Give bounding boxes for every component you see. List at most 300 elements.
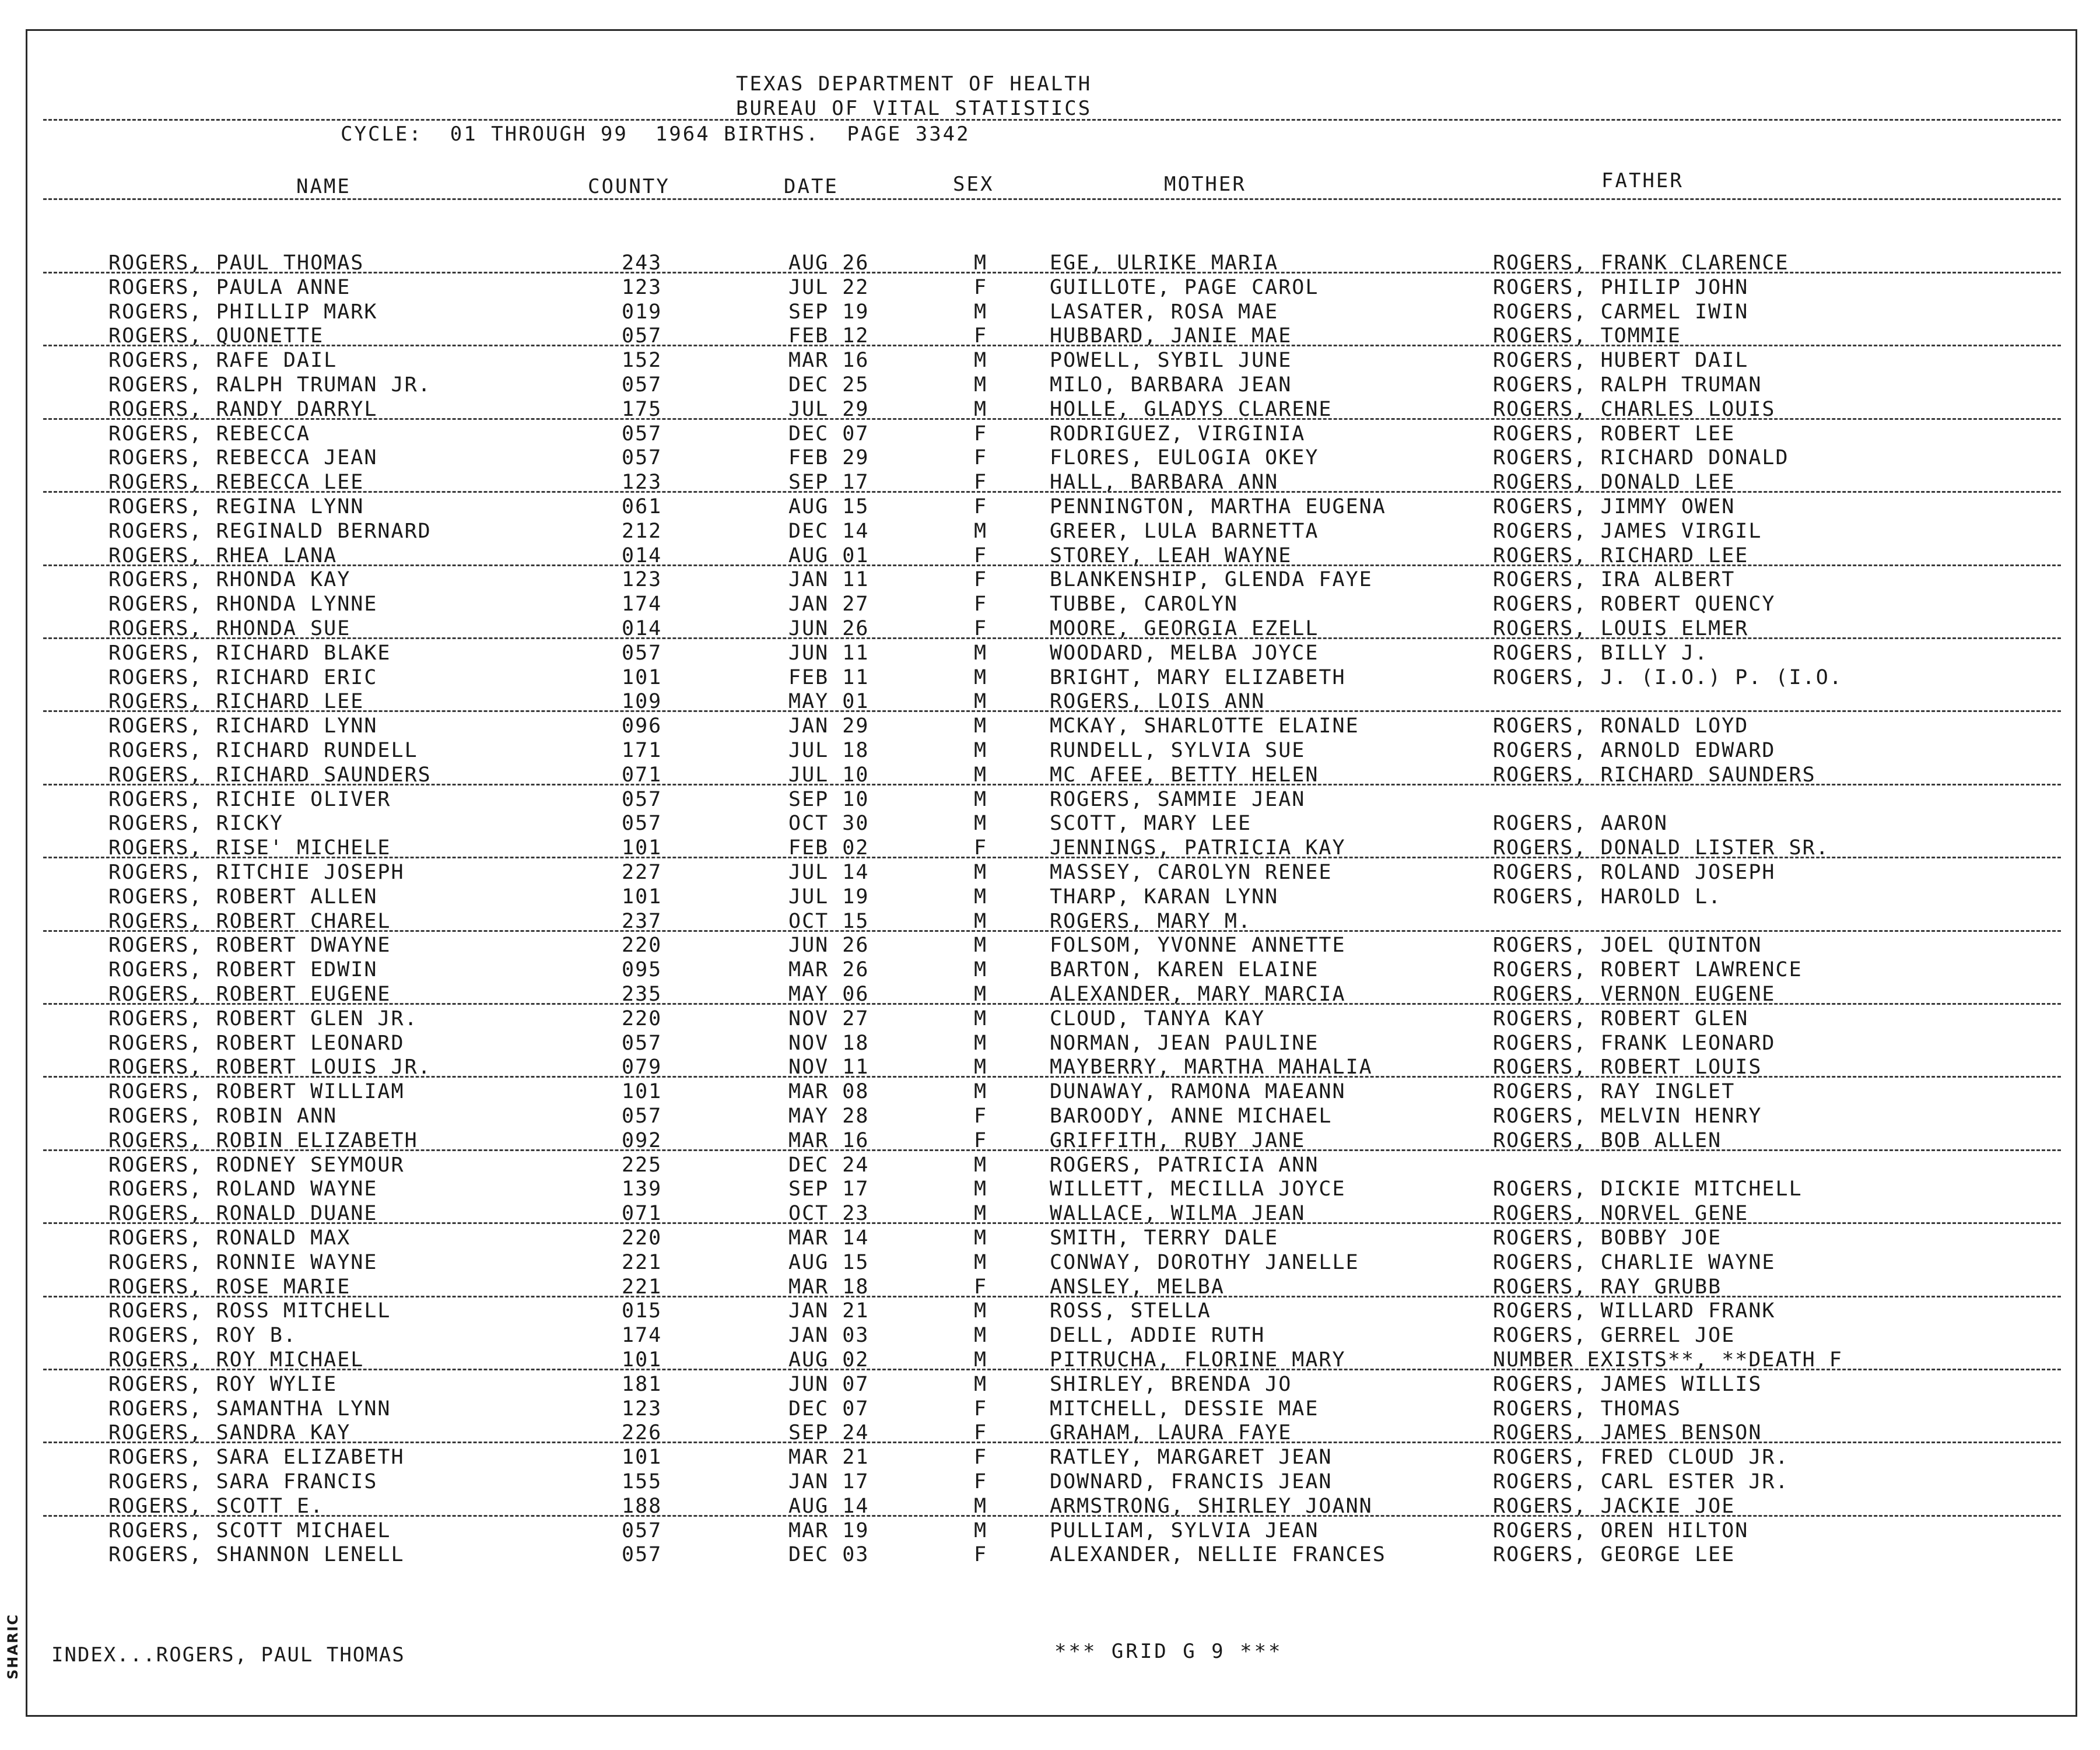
cell-sex: M bbox=[974, 861, 988, 884]
cell-name: ROGERS, RICKY bbox=[108, 812, 283, 836]
cell-date: AUG 14 bbox=[788, 1494, 870, 1518]
cell-county: 188 bbox=[622, 1494, 662, 1518]
cell-county: 061 bbox=[622, 495, 662, 518]
cell-sex: M bbox=[974, 690, 988, 714]
table-row bbox=[0, 1323, 2100, 1348]
cell-father: ROGERS, JOEL QUINTON bbox=[1493, 934, 1762, 958]
cell-date: DEC 14 bbox=[788, 519, 870, 543]
cell-mother: HUBBARD, JANIE MAE bbox=[1050, 324, 1292, 348]
cell-date: MAR 08 bbox=[788, 1080, 870, 1104]
table-row bbox=[0, 714, 2100, 738]
cell-sex: F bbox=[974, 471, 988, 495]
cell-father: ROGERS, NORVEL GENE bbox=[1493, 1202, 1749, 1226]
row-separator bbox=[43, 930, 2061, 932]
cell-county: 101 bbox=[622, 665, 662, 689]
cell-sex: M bbox=[974, 1348, 988, 1372]
table-row bbox=[0, 567, 2100, 592]
footer-index: INDEX...ROGERS, PAUL THOMAS bbox=[51, 1643, 405, 1667]
cell-county: 079 bbox=[622, 1055, 662, 1079]
table-row bbox=[0, 1079, 2100, 1104]
cell-name: ROGERS, SCOTT E. bbox=[108, 1494, 324, 1518]
cell-date: OCT 23 bbox=[788, 1202, 870, 1226]
cell-mother: PITRUCHA, FLORINE MARY bbox=[1050, 1348, 1346, 1372]
table-row bbox=[0, 1226, 2100, 1250]
cell-county: 123 bbox=[622, 471, 662, 495]
cell-date: JUN 07 bbox=[788, 1372, 870, 1396]
cell-county: 101 bbox=[622, 1080, 662, 1104]
cell-father: NUMBER EXISTS**, **DEATH F bbox=[1493, 1348, 1843, 1372]
cell-name: ROGERS, ROY WYLIE bbox=[108, 1372, 338, 1396]
cell-date: JUL 14 bbox=[788, 861, 870, 884]
cell-sex: M bbox=[974, 1006, 988, 1030]
cell-sex: M bbox=[974, 1055, 988, 1079]
cell-date: JUL 29 bbox=[788, 397, 870, 421]
col-header-date: DATE bbox=[784, 175, 839, 198]
cell-county: 101 bbox=[622, 1446, 662, 1470]
cell-county: 101 bbox=[622, 836, 662, 860]
cell-name: ROGERS, ROBERT EDWIN bbox=[108, 958, 378, 982]
cell-mother: ALEXANDER, NELLIE FRANCES bbox=[1050, 1543, 1386, 1567]
cell-name: ROGERS, PHILLIP MARK bbox=[108, 300, 378, 324]
cell-date: OCT 30 bbox=[788, 812, 870, 836]
cell-date: JUN 26 bbox=[788, 617, 870, 640]
cell-name: ROGERS, RITCHIE JOSEPH bbox=[108, 861, 405, 884]
cell-date: FEB 11 bbox=[788, 665, 870, 689]
row-separator bbox=[43, 1149, 2061, 1151]
cell-sex: M bbox=[974, 739, 988, 762]
cell-name: ROGERS, ROLAND WAYNE bbox=[108, 1177, 378, 1201]
table-row bbox=[0, 519, 2100, 543]
cell-county: 235 bbox=[622, 983, 662, 1006]
header-title: TEXAS DEPARTMENT OF HEALTH bbox=[736, 72, 1092, 96]
cell-sex: M bbox=[974, 1299, 988, 1323]
cell-date: FEB 02 bbox=[788, 836, 870, 860]
cell-father: ROGERS, JIMMY OWEN bbox=[1493, 495, 1736, 518]
cell-name: ROGERS, PAULA ANNE bbox=[108, 275, 351, 299]
row-separator bbox=[43, 564, 2061, 566]
cell-name: ROGERS, RICHARD SAUNDERS bbox=[108, 763, 432, 787]
cell-name: ROGERS, RICHARD LEE bbox=[108, 690, 364, 714]
cell-county: 057 bbox=[622, 373, 662, 397]
cell-date: DEC 07 bbox=[788, 422, 870, 446]
row-separator bbox=[43, 1222, 2061, 1224]
cell-sex: F bbox=[974, 1470, 988, 1493]
cell-name: ROGERS, REBECCA JEAN bbox=[108, 446, 378, 470]
cell-mother: BARTON, KAREN ELAINE bbox=[1050, 958, 1319, 982]
cell-sex: F bbox=[974, 568, 988, 592]
cell-county: 237 bbox=[622, 909, 662, 933]
cell-sex: F bbox=[974, 275, 988, 299]
cell-sex: M bbox=[974, 885, 988, 909]
cell-name: ROGERS, REBECCA LEE bbox=[108, 471, 364, 495]
table-row bbox=[0, 885, 2100, 909]
cell-date: SEP 17 bbox=[788, 471, 870, 495]
cell-sex: F bbox=[974, 495, 988, 518]
cell-father: ROGERS, JAMES VIRGIL bbox=[1493, 519, 1762, 543]
cell-date: DEC 07 bbox=[788, 1397, 870, 1421]
cell-name: ROGERS, RICHARD LYNN bbox=[108, 714, 378, 738]
cell-name: ROGERS, SAMANTHA LYNN bbox=[108, 1397, 391, 1421]
cell-date: MAR 19 bbox=[788, 1518, 870, 1542]
cell-date: SEP 17 bbox=[788, 1177, 870, 1201]
cell-sex: M bbox=[974, 1177, 988, 1201]
cell-county: 225 bbox=[622, 1153, 662, 1177]
cell-county: 221 bbox=[622, 1250, 662, 1274]
cell-father: ROGERS, GERREL JOE bbox=[1493, 1324, 1736, 1348]
cell-date: JUL 10 bbox=[788, 763, 870, 787]
table-row bbox=[0, 641, 2100, 665]
cell-sex: F bbox=[974, 1104, 988, 1128]
cell-date: DEC 25 bbox=[788, 373, 870, 397]
cell-name: ROGERS, RICHIE OLIVER bbox=[108, 787, 391, 811]
cell-name: ROGERS, RICHARD RUNDELL bbox=[108, 739, 418, 762]
row-separator bbox=[43, 418, 2061, 420]
cell-mother: RUNDELL, SYLVIA SUE bbox=[1050, 739, 1306, 762]
cell-father: ROGERS, BILLY J. bbox=[1493, 641, 1709, 665]
cell-county: 220 bbox=[622, 934, 662, 958]
cell-date: MAY 28 bbox=[788, 1104, 870, 1128]
col-header-sex: SEX bbox=[953, 173, 994, 196]
cell-father: ROGERS, VERNON EUGENE bbox=[1493, 983, 1776, 1006]
cell-father: ROGERS, BOBBY JOE bbox=[1493, 1226, 1722, 1250]
cell-name: ROGERS, ROBIN ANN bbox=[108, 1104, 338, 1128]
cell-father: ROGERS, BOB ALLEN bbox=[1493, 1128, 1722, 1152]
cell-sex: M bbox=[974, 1518, 988, 1542]
cell-sex: M bbox=[974, 251, 988, 275]
col-header-name: NAME bbox=[296, 175, 351, 198]
side-stamp: SHARIC bbox=[5, 1614, 21, 1679]
cell-county: 095 bbox=[622, 958, 662, 982]
cell-mother: JENNINGS, PATRICIA KAY bbox=[1050, 836, 1346, 860]
cell-father: ROGERS, RICHARD LEE bbox=[1493, 543, 1749, 567]
cell-sex: M bbox=[974, 665, 988, 689]
row-separator bbox=[43, 1003, 2061, 1005]
row-separator bbox=[43, 784, 2061, 785]
cell-father: ROGERS, CHARLES LOUIS bbox=[1493, 397, 1776, 421]
header-bureau: BUREAU OF VITAL STATISTICS bbox=[736, 97, 1092, 120]
cell-father: ROGERS, FRANK CLARENCE bbox=[1493, 251, 1789, 275]
cell-date: SEP 24 bbox=[788, 1421, 870, 1445]
cell-date: SEP 10 bbox=[788, 787, 870, 811]
table-row bbox=[0, 1006, 2100, 1031]
cell-mother: SMITH, TERRY DALE bbox=[1050, 1226, 1279, 1250]
cell-father: ROGERS, HAROLD L. bbox=[1493, 885, 1722, 909]
cell-father: ROGERS, RICHARD SAUNDERS bbox=[1493, 763, 1816, 787]
cell-mother: MOORE, GEORGIA EZELL bbox=[1050, 617, 1319, 640]
cell-name: ROGERS, ROY MICHAEL bbox=[108, 1348, 364, 1372]
cell-father: ROGERS, RAY INGLET bbox=[1493, 1080, 1736, 1104]
col-header-mother: MOTHER bbox=[1164, 173, 1246, 196]
cell-date: AUG 02 bbox=[788, 1348, 870, 1372]
cell-father: ROGERS, JAMES WILLIS bbox=[1493, 1372, 1762, 1396]
cell-name: ROGERS, ROSE MARIE bbox=[108, 1275, 351, 1299]
cell-mother: DOWNARD, FRANCIS JEAN bbox=[1050, 1470, 1333, 1493]
cell-father: ROGERS, CARMEL IWIN bbox=[1493, 300, 1749, 324]
cell-mother: MC AFEE, BETTY HELEN bbox=[1050, 763, 1319, 787]
cell-name: ROGERS, ROBERT LEONARD bbox=[108, 1031, 405, 1055]
cell-father: ROGERS, IRA ALBERT bbox=[1493, 568, 1736, 592]
cell-name: ROGERS, SHANNON LENELL bbox=[108, 1543, 405, 1567]
table-row bbox=[0, 811, 2100, 836]
cell-mother: ROSS, STELLA bbox=[1050, 1299, 1211, 1323]
cell-father: ROGERS, ROBERT LEE bbox=[1493, 422, 1736, 446]
cell-sex: M bbox=[974, 1324, 988, 1348]
cell-sex: F bbox=[974, 1421, 988, 1445]
cell-father: ROGERS, DONALD LEE bbox=[1493, 471, 1736, 495]
table-row bbox=[0, 1250, 2100, 1275]
cell-mother: THARP, KARAN LYNN bbox=[1050, 885, 1279, 909]
cell-sex: F bbox=[974, 1397, 988, 1421]
cell-county: 057 bbox=[622, 1543, 662, 1567]
cell-father: ROGERS, ROBERT LAWRENCE bbox=[1493, 958, 1803, 982]
cell-father: ROGERS, ROBERT QUENCY bbox=[1493, 592, 1776, 616]
cell-county: 101 bbox=[622, 1348, 662, 1372]
table-row bbox=[0, 373, 2100, 397]
cell-date: JAN 03 bbox=[788, 1324, 870, 1348]
cell-mother: BLANKENSHIP, GLENDA FAYE bbox=[1050, 568, 1373, 592]
cell-sex: F bbox=[974, 1128, 988, 1152]
cell-sex: M bbox=[974, 349, 988, 373]
cell-county: 212 bbox=[622, 519, 662, 543]
cell-sex: F bbox=[974, 617, 988, 640]
cell-sex: M bbox=[974, 519, 988, 543]
cell-sex: M bbox=[974, 300, 988, 324]
cell-name: ROGERS, RONALD MAX bbox=[108, 1226, 351, 1250]
cell-county: 123 bbox=[622, 275, 662, 299]
cell-mother: CONWAY, DOROTHY JANELLE bbox=[1050, 1250, 1359, 1274]
cell-date: FEB 12 bbox=[788, 324, 870, 348]
cell-mother: PULLIAM, SYLVIA JEAN bbox=[1050, 1518, 1319, 1542]
table-row bbox=[0, 958, 2100, 982]
cell-county: 123 bbox=[622, 1397, 662, 1421]
cell-father: ROGERS, ROBERT LOUIS bbox=[1493, 1055, 1762, 1079]
cell-date: JAN 27 bbox=[788, 592, 870, 616]
cell-name: ROGERS, RALPH TRUMAN JR. bbox=[108, 373, 432, 397]
cell-sex: M bbox=[974, 909, 988, 933]
cell-county: 155 bbox=[622, 1470, 662, 1493]
cell-mother: DELL, ADDIE RUTH bbox=[1050, 1324, 1265, 1348]
cell-county: 109 bbox=[622, 690, 662, 714]
row-separator bbox=[43, 491, 2061, 493]
cell-date: MAR 16 bbox=[788, 1128, 870, 1152]
cell-name: ROGERS, PAUL THOMAS bbox=[108, 251, 364, 275]
cell-sex: M bbox=[974, 397, 988, 421]
table-row bbox=[0, 300, 2100, 324]
cell-name: ROGERS, RODNEY SEYMOUR bbox=[108, 1153, 405, 1177]
row-separator bbox=[43, 1076, 2061, 1078]
cell-date: DEC 03 bbox=[788, 1543, 870, 1567]
cell-father: ROGERS, J. (I.O.) P. (I.O. bbox=[1493, 665, 1843, 689]
table-row bbox=[0, 592, 2100, 616]
cell-mother: EGE, ULRIKE MARIA bbox=[1050, 251, 1279, 275]
cell-father: ROGERS, RONALD LOYD bbox=[1493, 714, 1749, 738]
cell-mother: HALL, BARBARA ANN bbox=[1050, 471, 1279, 495]
cell-sex: M bbox=[974, 1494, 988, 1518]
cell-county: 057 bbox=[622, 1031, 662, 1055]
row-separator bbox=[43, 1369, 2061, 1370]
cell-county: 057 bbox=[622, 787, 662, 811]
cell-mother: STOREY, LEAH WAYNE bbox=[1050, 543, 1292, 567]
cell-mother: WILLETT, MECILLA JOYCE bbox=[1050, 1177, 1346, 1201]
cell-name: ROGERS, ROBERT DWAYNE bbox=[108, 934, 391, 958]
cell-mother: POWELL, SYBIL JUNE bbox=[1050, 349, 1292, 373]
cell-father: ROGERS, DICKIE MITCHELL bbox=[1493, 1177, 1803, 1201]
cell-county: 152 bbox=[622, 349, 662, 373]
cell-father: ROGERS, TOMMIE bbox=[1493, 324, 1682, 348]
cell-father: ROGERS, HUBERT DAIL bbox=[1493, 349, 1749, 373]
cell-name: ROGERS, RICHARD ERIC bbox=[108, 665, 378, 689]
cell-county: 057 bbox=[622, 446, 662, 470]
cell-county: 220 bbox=[622, 1226, 662, 1250]
table-row bbox=[0, 933, 2100, 958]
table-row bbox=[0, 738, 2100, 763]
cell-mother: GRIFFITH, RUBY JANE bbox=[1050, 1128, 1306, 1152]
cell-name: ROGERS, SANDRA KAY bbox=[108, 1421, 351, 1445]
cell-sex: M bbox=[974, 714, 988, 738]
cell-date: NOV 27 bbox=[788, 1006, 870, 1030]
cell-sex: M bbox=[974, 787, 988, 811]
cell-mother: TUBBE, CAROLYN bbox=[1050, 592, 1239, 616]
cell-sex: M bbox=[974, 1250, 988, 1274]
cell-county: 175 bbox=[622, 397, 662, 421]
table-row bbox=[0, 495, 2100, 519]
header-cycle: CYCLE: 01 THROUGH 99 1964 BIRTHS. PAGE 3342 bbox=[341, 122, 970, 146]
cell-county: 057 bbox=[622, 812, 662, 836]
cell-sex: M bbox=[974, 1372, 988, 1396]
cell-father: ROGERS, CHARLIE WAYNE bbox=[1493, 1250, 1776, 1274]
cell-county: 014 bbox=[622, 543, 662, 567]
cell-name: ROGERS, ROSS MITCHELL bbox=[108, 1299, 391, 1323]
cell-mother: ARMSTRONG, SHIRLEY JOANN bbox=[1050, 1494, 1373, 1518]
cell-date: MAR 21 bbox=[788, 1446, 870, 1470]
cell-sex: F bbox=[974, 1446, 988, 1470]
cell-name: ROGERS, ROBERT EUGENE bbox=[108, 983, 391, 1006]
cell-mother: MCKAY, SHARLOTTE ELAINE bbox=[1050, 714, 1359, 738]
cell-mother: WALLACE, WILMA JEAN bbox=[1050, 1202, 1306, 1226]
cell-name: ROGERS, ROBIN ELIZABETH bbox=[108, 1128, 418, 1152]
table-row bbox=[0, 1372, 2100, 1397]
cell-date: JUN 26 bbox=[788, 934, 870, 958]
cell-father: ROGERS, RALPH TRUMAN bbox=[1493, 373, 1762, 397]
cell-sex: F bbox=[974, 592, 988, 616]
cell-name: ROGERS, RHONDA SUE bbox=[108, 617, 351, 640]
cell-county: 057 bbox=[622, 641, 662, 665]
cell-name: ROGERS, REGINALD BERNARD bbox=[108, 519, 432, 543]
table-row bbox=[0, 1031, 2100, 1055]
cell-date: MAY 06 bbox=[788, 983, 870, 1006]
cell-mother: FOLSOM, YVONNE ANNETTE bbox=[1050, 934, 1346, 958]
cell-name: ROGERS, ROBERT WILLIAM bbox=[108, 1080, 405, 1104]
cell-name: ROGERS, RICHARD BLAKE bbox=[108, 641, 391, 665]
cell-father: ROGERS, PHILIP JOHN bbox=[1493, 275, 1749, 299]
cell-father: ROGERS, WILLARD FRANK bbox=[1493, 1299, 1776, 1323]
cell-father: ROGERS, ARNOLD EDWARD bbox=[1493, 739, 1776, 762]
cell-sex: M bbox=[974, 812, 988, 836]
cell-mother: CLOUD, TANYA KAY bbox=[1050, 1006, 1265, 1030]
cell-county: 221 bbox=[622, 1275, 662, 1299]
cell-mother: FLORES, EULOGIA OKEY bbox=[1050, 446, 1319, 470]
cell-father: ROGERS, OREN HILTON bbox=[1493, 1518, 1749, 1542]
cell-name: ROGERS, RHONDA LYNNE bbox=[108, 592, 378, 616]
cell-father: ROGERS, ROLAND JOSEPH bbox=[1493, 861, 1776, 884]
cell-mother: DUNAWAY, RAMONA MAEANN bbox=[1050, 1080, 1346, 1104]
cell-mother: ROGERS, MARY M. bbox=[1050, 909, 1252, 933]
cell-county: 057 bbox=[622, 324, 662, 348]
table-row bbox=[0, 1397, 2100, 1421]
cell-county: 014 bbox=[622, 617, 662, 640]
table-row bbox=[0, 860, 2100, 885]
cell-name: ROGERS, ROBERT ALLEN bbox=[108, 885, 378, 909]
cell-name: ROGERS, ROBERT LOUIS JR. bbox=[108, 1055, 432, 1079]
cell-sex: M bbox=[974, 1153, 988, 1177]
table-row bbox=[0, 1153, 2100, 1177]
cell-sex: F bbox=[974, 324, 988, 348]
cell-date: JUN 11 bbox=[788, 641, 870, 665]
cell-county: 101 bbox=[622, 885, 662, 909]
col-header-father: FATHER bbox=[1601, 169, 1684, 192]
cell-mother: GREER, LULA BARNETTA bbox=[1050, 519, 1319, 543]
cell-county: 139 bbox=[622, 1177, 662, 1201]
cell-county: 096 bbox=[622, 714, 662, 738]
cell-mother: MAYBERRY, MARTHA MAHALIA bbox=[1050, 1055, 1373, 1079]
cell-father: ROGERS, CARL ESTER JR. bbox=[1493, 1470, 1789, 1493]
cell-county: 057 bbox=[622, 1518, 662, 1542]
cell-sex: M bbox=[974, 1202, 988, 1226]
cell-mother: MILO, BARBARA JEAN bbox=[1050, 373, 1292, 397]
table-row bbox=[0, 1299, 2100, 1323]
cell-county: 226 bbox=[622, 1421, 662, 1445]
cell-mother: ANSLEY, MELBA bbox=[1050, 1275, 1225, 1299]
cell-mother: PENNINGTON, MARTHA EUGENA bbox=[1050, 495, 1386, 518]
cell-sex: M bbox=[974, 763, 988, 787]
cell-county: 243 bbox=[622, 251, 662, 275]
cell-father: ROGERS, JAMES BENSON bbox=[1493, 1421, 1762, 1445]
cell-mother: BRIGHT, MARY ELIZABETH bbox=[1050, 665, 1346, 689]
table-row bbox=[0, 1542, 2100, 1567]
cell-mother: ROGERS, PATRICIA ANN bbox=[1050, 1153, 1319, 1177]
cell-date: JAN 21 bbox=[788, 1299, 870, 1323]
table-row bbox=[0, 1470, 2100, 1494]
cell-county: 015 bbox=[622, 1299, 662, 1323]
cell-date: JUL 19 bbox=[788, 885, 870, 909]
cell-father: ROGERS, GEORGE LEE bbox=[1493, 1543, 1736, 1567]
table-row bbox=[0, 787, 2100, 812]
cell-father: ROGERS, DONALD LISTER SR. bbox=[1493, 836, 1829, 860]
cell-father: ROGERS, JACKIE JOE bbox=[1493, 1494, 1736, 1518]
row-separator bbox=[43, 272, 2061, 273]
cell-father: ROGERS, RICHARD DONALD bbox=[1493, 446, 1789, 470]
cell-county: 092 bbox=[622, 1128, 662, 1152]
table-row bbox=[0, 665, 2100, 690]
cell-mother: ROGERS, LOIS ANN bbox=[1050, 690, 1265, 714]
cell-county: 220 bbox=[622, 1006, 662, 1030]
cell-father: ROGERS, FRED CLOUD JR. bbox=[1493, 1446, 1789, 1470]
cell-date: AUG 26 bbox=[788, 251, 870, 275]
cell-county: 057 bbox=[622, 1104, 662, 1128]
cell-date: MAR 18 bbox=[788, 1275, 870, 1299]
cell-name: ROGERS, ROBERT CHAREL bbox=[108, 909, 391, 933]
header-rule bbox=[43, 119, 2061, 121]
cell-county: 071 bbox=[622, 763, 662, 787]
cell-mother: RATLEY, MARGARET JEAN bbox=[1050, 1446, 1333, 1470]
cell-date: AUG 15 bbox=[788, 1250, 870, 1274]
cell-date: AUG 01 bbox=[788, 543, 870, 567]
cell-mother: GUILLOTE, PAGE CAROL bbox=[1050, 275, 1319, 299]
cell-date: MAR 16 bbox=[788, 349, 870, 373]
cell-county: 171 bbox=[622, 739, 662, 762]
cell-mother: WOODARD, MELBA JOYCE bbox=[1050, 641, 1319, 665]
cell-father: ROGERS, THOMAS bbox=[1493, 1397, 1682, 1421]
